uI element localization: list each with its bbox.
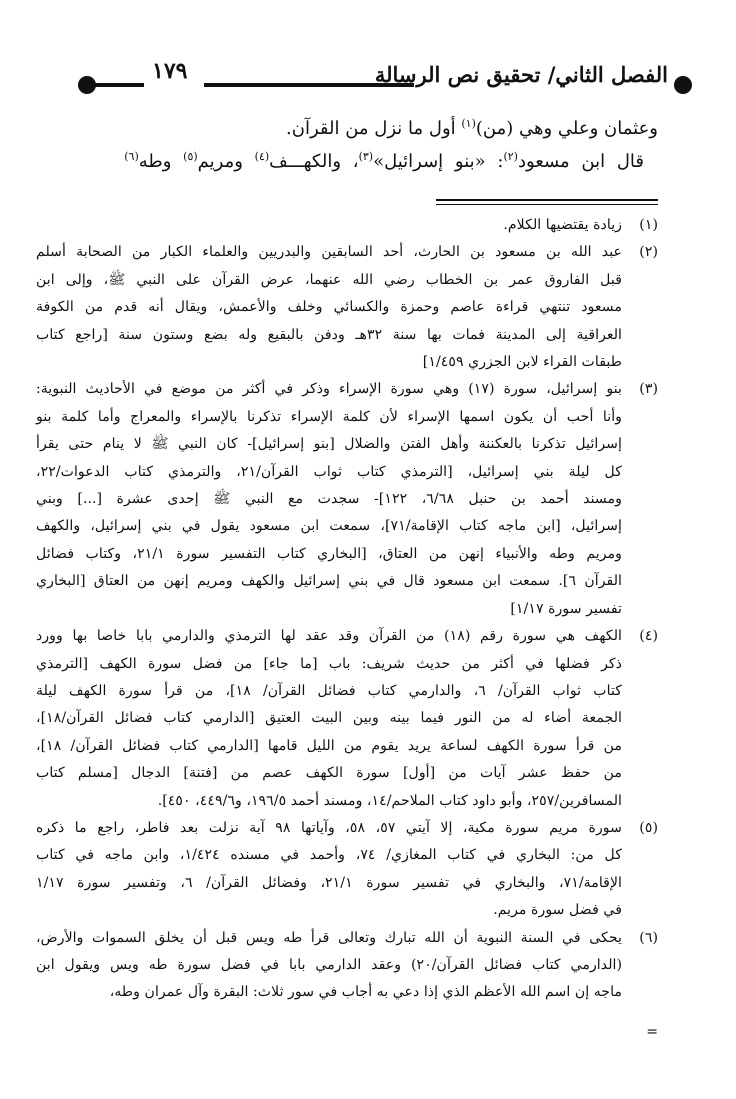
- footnote-line: ماجه إن اسم الله الأعظم الذي إذا دعي به أجاب في سور ثلاث: البقرة وآل عمران وطه،: [109, 984, 622, 1001]
- footnote-line: (الدارمي كتاب فضائل القرآن/٢٠) وعقد الدارمي بابا في فضل سورة طه ويس ويقول ابن: [36, 956, 622, 973]
- footnote-line: سورة مريم سورة مكية، إلا آيتي ٥٧، ٥٨، وآياتها ٩٨ آية نزلت بعد فاطر، راجع ما ذكره: [36, 819, 623, 836]
- footnote-ref: (٥): [183, 150, 198, 163]
- footnote-number: (١): [639, 217, 658, 233]
- footnote-line: الإقامة/٧١، والبخاري في تفسير سورة ٢١/١، وفضائل القرآن/ ٦، وتفسير سورة ١/١٧: [36, 874, 622, 891]
- footnote-line: زيادة يقتضيها الكلام.: [503, 217, 622, 233]
- footnote-text: [36, 212, 622, 239]
- chapter-title: الفصل الثاني/ تحقيق نص الرسالة: [374, 62, 668, 87]
- footnote-line: مسعود تنتهي قراءة عاصم وحمزة والكسائي وخلف والأعمش، ويقال أنه قدم من الكوفة: [36, 299, 622, 316]
- footnote-ref: (٣): [358, 150, 374, 163]
- footnote-line: ومريم وطه والأنبياء إنهن من العتاق، [البخاري كتاب التفسير سورة ٢١/١، وكتاب فضائل: [36, 545, 623, 562]
- footnote-line: كل من: البخاري في كتاب المغازي/ ٧٤، وأحمد في مسنده ١/٤٢٤، وابن ماجه في كتاب: [36, 847, 623, 864]
- footnote-item: [36, 212, 658, 239]
- footnote-line: ذكر فضلها في أكثر من حديث شريف: باب [ما جاء] من فضل سورة الكهف [الترمذي: [36, 655, 622, 672]
- footnote-number: (٦): [639, 929, 658, 946]
- footnote-separator: [436, 199, 658, 205]
- footnote-line: الجمعة أضاء له من النور فيما بينه وبين البيت العتيق [الدارمي كتاب فضائل القرآن/١٨]،: [36, 710, 622, 727]
- footnote-line: العراقية إلى المدينة فمات بها سنة ٣٢هـ ودفن بالبقيع وله بضع وستون سنة [راجع كتاب: [36, 326, 623, 343]
- footnote-line: كتاب ثواب القرآن/ ٦، والدارمي كتاب فضائل القرآن/ ١٨]، من قرأ سورة الكهف ليلة: [36, 682, 622, 699]
- footnote-line: قبل الفاروق عمر بن الخطاب رضي الله عنهما، عرض القرآن على النبي ﷺ، وإلى ابن: [36, 271, 622, 288]
- footnote-line: يحكى في السنة النبوية أن الله تبارك وتعالى قرأ طه ويس قبل أن يخلق السموات والأرض،: [36, 929, 622, 946]
- footnote-number: (٢): [639, 244, 658, 261]
- footnote-ref: (١): [461, 117, 476, 130]
- footnote-item: [36, 376, 658, 623]
- footnote-text: [36, 925, 622, 1007]
- footnote-item: [36, 239, 658, 376]
- page-header: [78, 58, 684, 104]
- main-line-1: وعثمان وعلي وهي (من)$^{(١)}$ أول ما نزل من القرآن.: [286, 117, 658, 139]
- continuation-mark: =: [646, 1024, 658, 1040]
- footnote-ref: (٦): [124, 150, 139, 163]
- footnotes: [36, 212, 658, 1007]
- footnote-text: [36, 239, 622, 376]
- footnote-ref: (٢): [503, 150, 518, 163]
- footnote-item: [36, 815, 658, 925]
- header-rule-left: [88, 83, 144, 87]
- footnote-line: المسافرين/٢٥٧، وأبو داود كتاب الملاحم/١٤، ومسند أحمد ١٩٦/٥، و٤٤٩/٦، ٤٥٠].: [157, 792, 622, 809]
- footnote-line: إسرائيل تذكرنا بالعكننة وأهل الفتن والضلال [بنو إسرائيل]- كان النبي ﷺ لا ينام حتى يقرأ: [36, 436, 622, 453]
- footnote-line: طبقات القراء لابن الجزري ١/٤٥٩]: [422, 354, 622, 371]
- footnote-line: إسرائيل، [ابن ماجه كتاب الإقامة/٧١]، سمعت ابن مسعود يقول في بني إسرائيل، والكهف: [36, 518, 622, 535]
- header-dot-right: [674, 76, 692, 94]
- footnote-line: ومسند أحمد بن حنبل ٦/٦٨، ١٢٢]- سجدت مع النبي ﷺ إحدى عشرة [...] وبني: [36, 491, 623, 508]
- footnote-line: بنو إسرائيل، سورة (١٧) وهي سورة الإسراء وذكر في أكثر من موضع في الأحاديث النبوية:: [36, 381, 622, 398]
- footnote-line: القرآن ٦]. سمعت ابن مسعود قال في بني إسرائيل والكهف ومريم إنهن من العتاق [البخاري: [36, 573, 622, 590]
- main-line-2: قال ابن مسعود$^{(٢)}$: «بنو إسرائيل»$^{(٣)}$، والكهـــف$^{(٤)}$ ومريم$^{(٥)}$ وطه$^{(٦)}$: [124, 150, 644, 172]
- footnote-number: (٤): [639, 628, 658, 645]
- footnote-line: في فضل سورة مريم.: [493, 902, 622, 919]
- footnote-text: [36, 815, 622, 925]
- footnote-line: عبد الله بن مسعود بن الحارث، أحد السابقين والبدريين والعلماء الكبار من الصحابة أسلم: [36, 244, 622, 261]
- footnote-number: (٥): [639, 819, 658, 836]
- footnote-line: من حفظ عشر آيات من [أول] سورة الكهف عصم من [فتنة] الدجال [مسلم كتاب: [36, 765, 622, 782]
- footnote-item: [36, 623, 658, 815]
- footnote-line: من قرأ سورة الكهف لساعة يريد يقوم من الليل قامها [الدارمي كتاب فضائل القرآن/ ١٨]،: [36, 737, 622, 754]
- footnote-line: تفسير سورة ١/١٧]: [510, 600, 622, 617]
- footnote-text: [36, 376, 622, 623]
- footnote-item: [36, 925, 658, 1007]
- footnote-number: (٣): [639, 381, 658, 398]
- page-number: ١٧٩: [152, 58, 188, 84]
- footnote-text: [36, 623, 622, 815]
- footnote-line: الكهف هي سورة رقم (١٨) من القرآن وقد عقد لها الترمذي والدارمي بابا خاصا بها وورد: [36, 628, 622, 645]
- footnote-line: وأنا أحب أن يكون اسمها الإسراء لأن كلمة الإسراء تذكرنا بالإسراء والمعراج وأما كلمة بنو: [36, 408, 622, 425]
- main-text: [58, 112, 658, 178]
- footnote-line: كل ليلة بني إسرائيل، [الترمذي كتاب ثواب القرآن/٢١، والترمذي كتاب الدعوات/٢٢،: [36, 463, 622, 480]
- footnote-ref: (٤): [254, 150, 270, 163]
